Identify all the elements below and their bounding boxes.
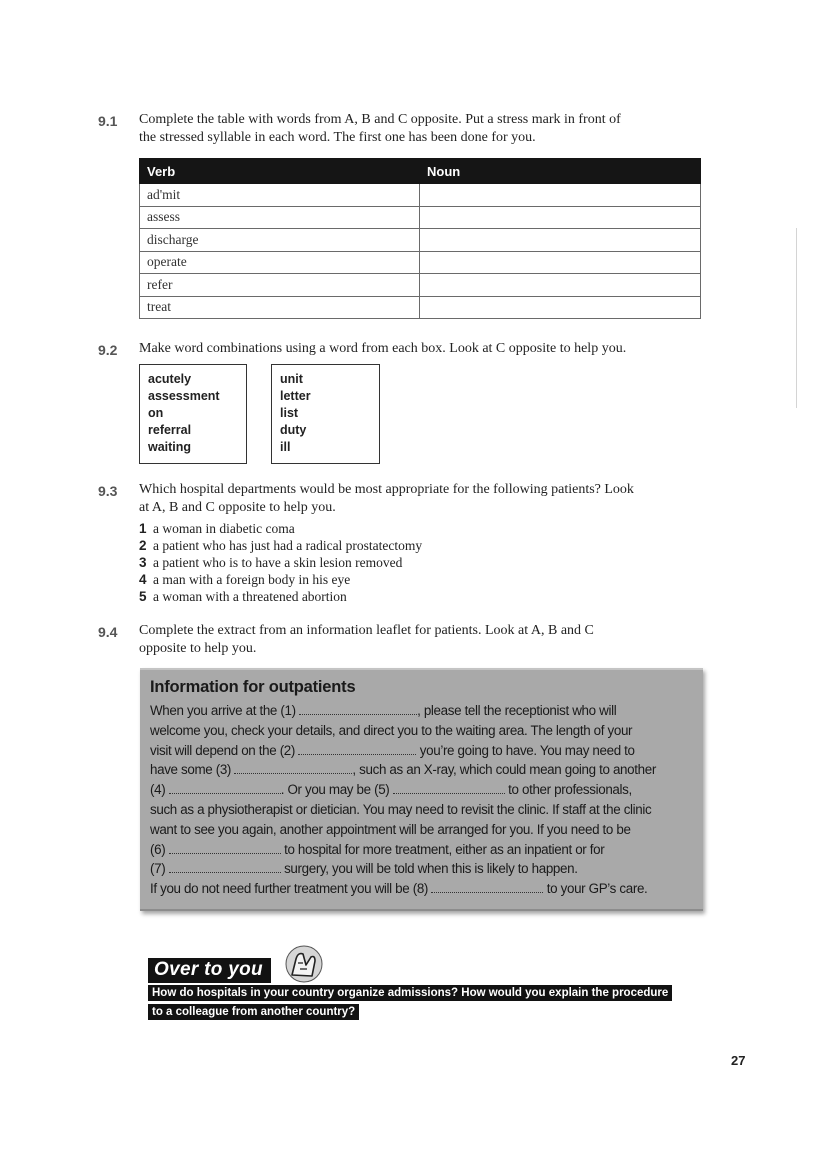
- gap-2[interactable]: [298, 742, 416, 755]
- question-line: to a colleague from another country?: [148, 1004, 359, 1020]
- exercise-9-1-instruction: [139, 111, 669, 147]
- leaflet-line: When you arrive at the (1) , please tell the receptionist who will: [150, 703, 617, 718]
- gap-7[interactable]: [169, 860, 281, 873]
- list-item: 2 a patient who has just had a radical prostatectomy: [139, 538, 423, 553]
- leaflet-line: If you do not need further treatment you will be (8) to your GP’s care.: [150, 881, 648, 897]
- word-box-right: [271, 364, 380, 464]
- word-item: acutely: [148, 372, 192, 386]
- list-item: 5 a woman with a threatened abortion: [139, 589, 347, 604]
- exercise-number-9-1: 9.1: [98, 113, 118, 129]
- instruction-line: Which hospital departments would be most appropriate for the following patients? Look: [139, 482, 634, 497]
- word-item: assessment: [148, 389, 220, 403]
- instruction-line: at A, B and C opposite to help you.: [139, 500, 336, 515]
- list-item: 4 a man with a foreign body in his eye: [139, 572, 351, 587]
- instruction-line: Complete the table with words from A, B and C opposite. Put a stress mark in front of: [139, 112, 621, 127]
- word-item: letter: [280, 389, 311, 403]
- leaflet-line: have some (3) , such as an X-ray, which could mean going to another: [150, 762, 656, 778]
- gap-8[interactable]: [431, 880, 543, 893]
- gap-1[interactable]: [299, 702, 417, 715]
- leaflet-line: welcome you, check your details, and direct you to the waiting area. The length of your: [150, 722, 633, 738]
- gap-4[interactable]: [169, 781, 281, 794]
- exercise-9-3-instruction: [139, 481, 669, 517]
- noun-answer-cell[interactable]: [420, 206, 701, 229]
- word-item: on: [148, 406, 164, 420]
- instruction-line: the stressed syllable in each word. The first one has been done for you.: [139, 130, 536, 145]
- leaflet-line: (4) . Or you may be (5) to other professionals,: [150, 782, 632, 798]
- word-item: unit: [280, 372, 303, 386]
- table-row: [140, 184, 701, 207]
- table-row: [140, 251, 701, 274]
- verb-cell: discharge: [140, 229, 420, 252]
- word-item: waiting: [148, 440, 192, 454]
- gap-5[interactable]: [393, 781, 505, 794]
- gap-6[interactable]: [169, 841, 281, 854]
- exercise-number-9-3: 9.3: [98, 483, 118, 499]
- information-leaflet: [140, 668, 703, 911]
- exercise-9-4-instruction: [139, 622, 669, 658]
- noun-answer-cell[interactable]: [420, 229, 701, 252]
- exercise-number-9-4: 9.4: [98, 624, 118, 640]
- word-box-left: [139, 364, 247, 464]
- noun-answer-cell[interactable]: [420, 251, 701, 274]
- noun-answer-cell[interactable]: [420, 296, 701, 319]
- noun-column-header: Noun: [420, 159, 701, 184]
- verb-noun-table: [139, 158, 701, 319]
- list-item: 1 a woman in diabetic coma: [139, 521, 295, 536]
- patient-list: [139, 520, 422, 605]
- table-row: [140, 206, 701, 229]
- leaflet-title: Information for outpatients: [150, 678, 356, 696]
- noun-answer-cell[interactable]: [420, 184, 701, 207]
- margin-rule: [796, 228, 797, 408]
- word-item: list: [280, 406, 299, 420]
- exercise-9-2-instruction: Make word combinations using a word from each box. Look at C opposite to help you.: [139, 341, 627, 356]
- table-row: [140, 274, 701, 297]
- pointing-hand-icon: [282, 943, 324, 983]
- word-item: duty: [280, 423, 307, 437]
- instruction-line: Complete the extract from an information leaflet for patients. Look at A, B and C: [139, 623, 594, 638]
- over-to-you-title: Over to you: [148, 958, 271, 983]
- noun-answer-cell[interactable]: [420, 274, 701, 297]
- verb-cell: operate: [140, 251, 420, 274]
- verb-column-header: Verb: [140, 159, 420, 184]
- page-number: 27: [731, 1053, 746, 1068]
- verb-cell: refer: [140, 274, 420, 297]
- verb-cell: assess: [140, 206, 420, 229]
- verb-cell: treat: [140, 296, 420, 319]
- over-to-you-question: [148, 983, 672, 1021]
- word-item: ill: [280, 440, 291, 454]
- word-item: referral: [148, 423, 192, 437]
- exercise-number-9-2: 9.2: [98, 342, 118, 358]
- leaflet-line: such as a physiotherapist or dietician. You may need to revisit the clinic. If staff at the clinic: [150, 801, 652, 817]
- leaflet-line: (6) to hospital for more treatment, either as an inpatient or for: [150, 841, 605, 857]
- instruction-line: opposite to help you.: [139, 641, 257, 656]
- table-row: [140, 229, 701, 252]
- list-item: 3 a patient who is to have a skin lesion removed: [139, 555, 403, 570]
- leaflet-line: want to see you again, another appointment will be arranged for you. If you need to be: [150, 821, 631, 837]
- verb-cell: ad'mit: [140, 184, 420, 207]
- leaflet-line: visit will depend on the (2) you’re going to have. You may need to: [150, 742, 635, 758]
- leaflet-line: (7) surgery, you will be told when this is likely to happen.: [150, 861, 578, 877]
- over-to-you-section: [148, 943, 708, 1023]
- table-row: [140, 296, 701, 319]
- question-line: How do hospitals in your country organize admissions? How would you explain the procedure: [148, 985, 672, 1001]
- gap-3[interactable]: [234, 761, 352, 774]
